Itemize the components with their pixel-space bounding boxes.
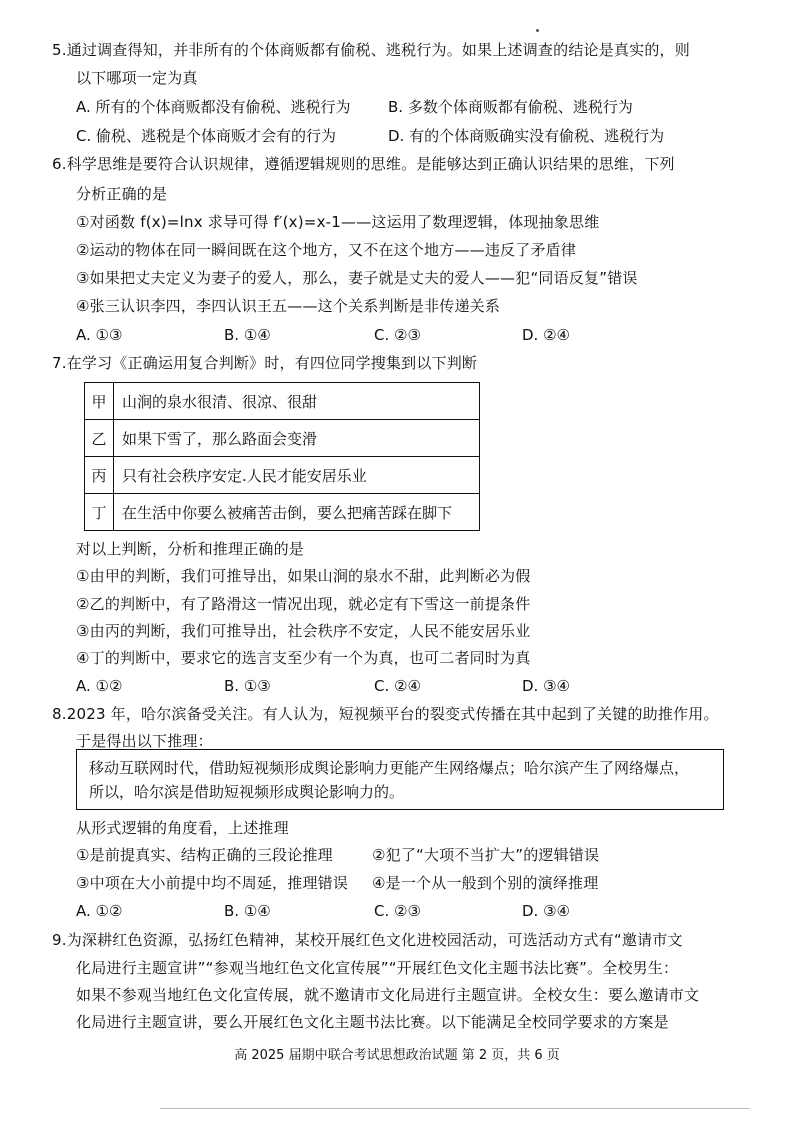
q8-reasoning-box xyxy=(76,749,724,810)
table-row xyxy=(85,457,480,494)
q5-option-b: B. 多数个体商贩都有偷税、逃税行为 xyxy=(388,98,633,116)
table-row xyxy=(85,494,480,531)
table-row xyxy=(85,420,480,457)
q6-item-3: ③如果把丈夫定义为妻子的爱人，那么，妻子就是丈夫的爱人——犯“同语反复”错误 xyxy=(76,269,638,287)
q5-stem-line1: 5.通过调查得知，并非所有的个体商贩都有偷税、逃税行为。如果上述调查的结论是真实的，则 xyxy=(52,41,690,59)
q9-line1: 9.为深耕红色资源，弘扬红色精神，某校开展红色文化进校园活动，可选活动方式有“邀请市文 xyxy=(52,931,683,949)
q6-option-c: C. ②③ xyxy=(374,326,421,344)
q8-option-d: D. ③④ xyxy=(522,902,570,920)
q7-judgment-table xyxy=(84,382,480,531)
q7-ask: 对以上判断，分析和推理正确的是 xyxy=(76,540,305,558)
q6-item-1: ①对函数 f(x)=lnx 求导可得 f′(x)=x-1——这运用了数理逻辑，体现抽象思维 xyxy=(76,213,600,231)
table-row-text: 山涧的泉水很清、很凉、很甜 xyxy=(114,383,480,420)
page-footer: 高 2025 届期中联合考试思想政治试题 第 2 页，共 6 页 xyxy=(234,1048,560,1063)
table-row-text: 如果下雪了，那么路面会变滑 xyxy=(114,420,480,457)
scan-edge-line xyxy=(160,1108,750,1109)
q7-option-c: C. ②④ xyxy=(374,677,421,695)
q6-stem-line2: 分析正确的是 xyxy=(76,185,168,203)
q7-item-3: ③由丙的判断，我们可推导出，社会秩序不安定，人民不能安居乐业 xyxy=(76,622,531,640)
table-row-key: 甲 xyxy=(85,383,114,420)
q7-item-2: ②乙的判断中，有了路滑这一情况出现，就必定有下雪这一前提条件 xyxy=(76,595,531,613)
q7-stem: 7.在学习《正确运用复合判断》时，有四位同学搜集到以下判断 xyxy=(52,354,478,372)
q8-stem-line2: 于是得出以下推理： xyxy=(76,732,213,750)
q8-option-a: A. ①② xyxy=(76,902,123,920)
q9-line2: 化局进行主题宣讲”“参观当地红色文化宣传展”“开展红色文化主题书法比赛”。全校男生： xyxy=(76,959,679,977)
q8-item-1: ①是前提真实、结构正确的三段论推理 xyxy=(76,846,333,864)
q6-option-d: D. ②④ xyxy=(522,326,570,344)
q9-line3: 如果不参观当地红色文化宣传展，就不邀请市文化局进行主题宣讲。全校女生：要么邀请市文 xyxy=(76,986,700,1004)
q8-ask: 从形式逻辑的角度看，上述推理 xyxy=(76,819,289,837)
q5-stem-line2: 以下哪项一定为真 xyxy=(76,69,198,87)
q8-item-3: ③中项在大小前提中均不周延，推理错误 xyxy=(76,874,349,892)
q5-option-c: C. 偷税、逃税是个体商贩才会有的行为 xyxy=(76,127,337,145)
q8-item-4: ④是一个从一般到个别的演绎推理 xyxy=(372,874,599,892)
scan-speck xyxy=(536,29,539,32)
q8-stem-line1: 8.2023 年，哈尔滨备受关注。有人认为，短视频平台的裂变式传播在其中起到了关键的助推作用。 xyxy=(52,705,719,723)
q7-item-4: ④丁的判断中，要求它的选言支至少有一个为真，也可二者同时为真 xyxy=(76,649,531,667)
q7-option-a: A. ①② xyxy=(76,677,123,695)
table-row-key: 丙 xyxy=(85,457,114,494)
q5-option-d: D. 有的个体商贩确实没有偷税、逃税行为 xyxy=(388,127,665,145)
q6-option-a: A. ①③ xyxy=(76,326,123,344)
table-row-text: 只有社会秩序安定.人民才能安居乐业 xyxy=(114,457,480,494)
table-row-text: 在生活中你要么被痛苦击倒，要么把痛苦踩在脚下 xyxy=(114,494,480,531)
q6-item-4: ④张三认识李四，李四认识王五——这个关系判断是非传递关系 xyxy=(76,297,501,315)
table-row-key: 乙 xyxy=(85,420,114,457)
q7-item-1: ①由甲的判断，我们可推导出，如果山涧的泉水不甜，此判断必为假 xyxy=(76,567,531,585)
table-row-key: 丁 xyxy=(85,494,114,531)
q8-item-2: ②犯了“大项不当扩大”的逻辑错误 xyxy=(372,846,600,864)
q6-option-b: B. ①④ xyxy=(224,326,271,344)
q8-box-line1: 移动互联网时代，借助短视频形成舆论影响力更能产生网络爆点；哈尔滨产生了网络爆点， xyxy=(89,759,690,777)
q8-box-line2: 所以，哈尔滨是借助短视频形成舆论影响力的。 xyxy=(89,783,405,801)
q9-line4: 化局进行主题宣讲，要么开展红色文化主题书法比赛。以下能满足全校同学要求的方案是 xyxy=(76,1013,669,1031)
q8-option-c: C. ②③ xyxy=(374,902,421,920)
q7-option-d: D. ③④ xyxy=(522,677,570,695)
table-row xyxy=(85,383,480,420)
q7-option-b: B. ①③ xyxy=(224,677,271,695)
q6-item-2: ②运动的物体在同一瞬间既在这个地方，又不在这个地方——违反了矛盾律 xyxy=(76,241,577,259)
q5-option-a: A. 所有的个体商贩都没有偷税、逃税行为 xyxy=(76,98,351,116)
q8-option-b: B. ①④ xyxy=(224,902,271,920)
q6-stem-line1: 6.科学思维是要符合认识规律，遵循逻辑规则的思维。是能够达到正确认识结果的思维，下列 xyxy=(52,155,675,173)
